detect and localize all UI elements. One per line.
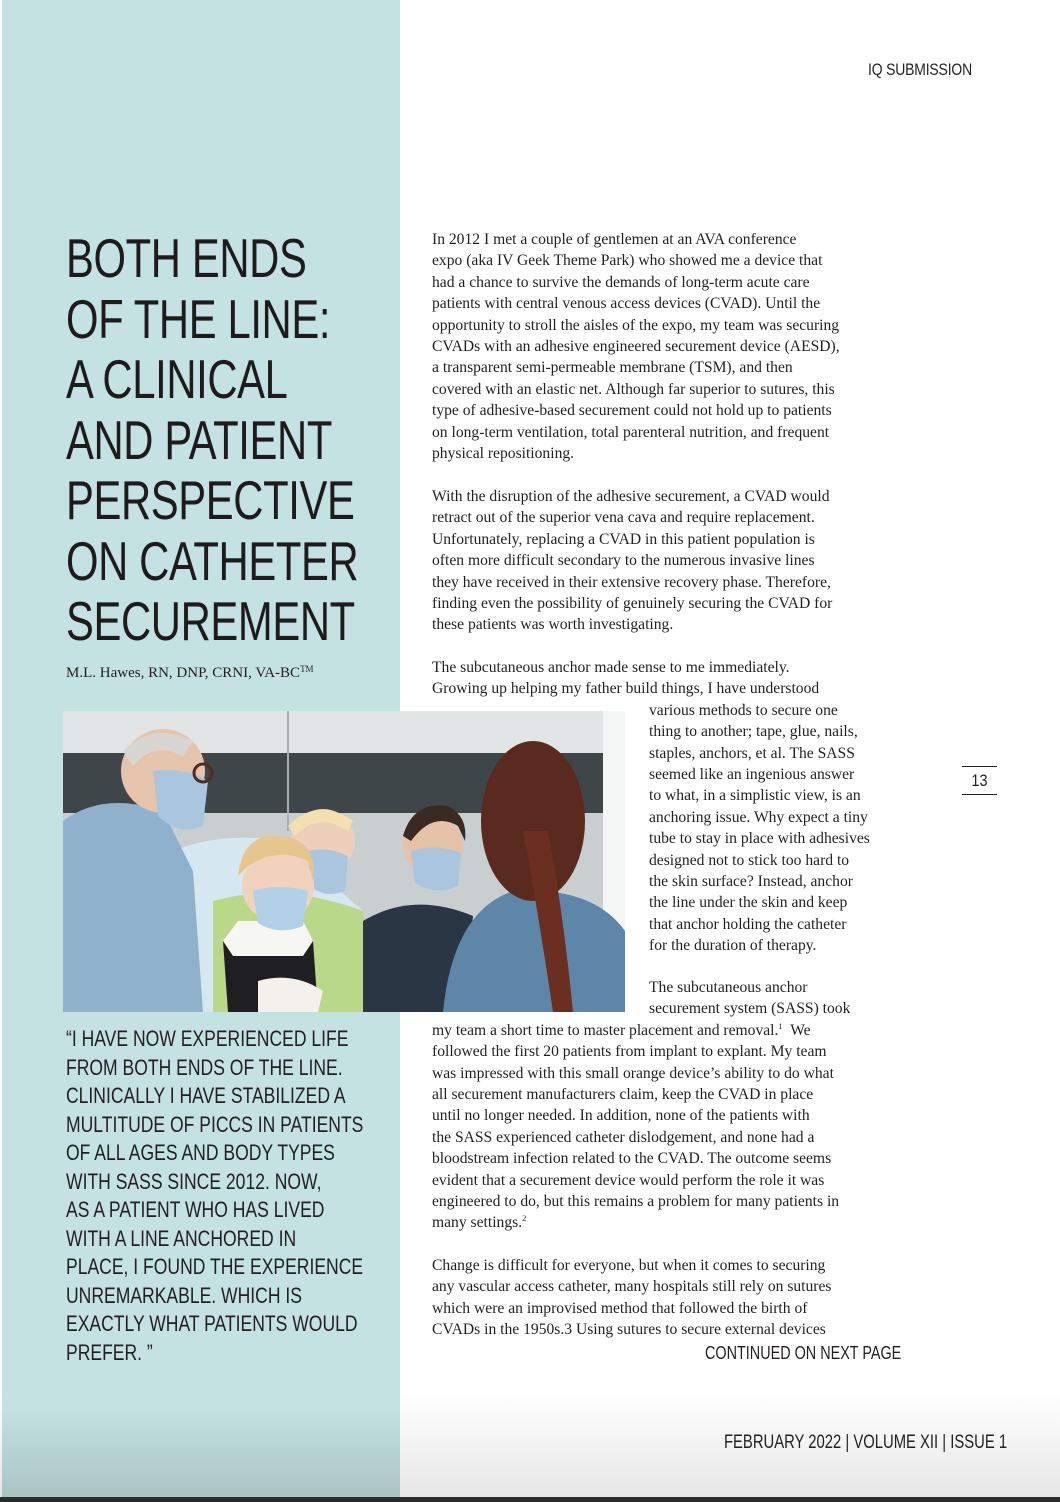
quote-line: FROM BOTH ENDS OF THE LINE. bbox=[66, 1054, 343, 1080]
text-line: had a chance to survive the demands of long-term acute care bbox=[432, 273, 810, 291]
quote-line: PREFER. ” bbox=[66, 1339, 153, 1365]
title-line: OF THE LINE: bbox=[66, 287, 331, 350]
quote-line: “I HAVE NOW EXPERIENCED LIFE bbox=[66, 1026, 349, 1051]
paragraph-5 bbox=[432, 1255, 900, 1341]
text-line: on long-term ventilation, total parenteral nutrition, and frequent bbox=[432, 423, 830, 441]
text-line: CVADs with an adhesive engineered securement device (AESD), bbox=[432, 338, 840, 356]
text-line: until no longer needed. In addition, none of the patients with bbox=[432, 1107, 810, 1125]
text-line: often more difficult secondary to the numerous invasive lines bbox=[432, 552, 815, 570]
paragraph-4 bbox=[432, 977, 900, 1234]
text-line: that anchor holding the catheter bbox=[649, 915, 847, 933]
author-name: M.L. Hawes, RN, DNP, CRNI, VA-BC bbox=[66, 665, 301, 681]
page-number-text: 13 bbox=[971, 771, 988, 790]
text-line: which were an improvised method that followed the birth of bbox=[432, 1299, 808, 1317]
text-line: The subcutaneous anchor bbox=[649, 979, 808, 996]
text-line: followed the first 20 patients from implant to explant. My team bbox=[432, 1043, 827, 1061]
text-run: my team a short time to master placement and removal. bbox=[432, 1021, 779, 1039]
paragraph-2 bbox=[432, 486, 900, 636]
quote-line: UNREMARKABLE. WHICH IS bbox=[66, 1282, 302, 1308]
text-line: evident that a securement device would perform the role it was bbox=[432, 1171, 825, 1189]
text-run: We bbox=[790, 1021, 811, 1039]
text-line bbox=[432, 1020, 900, 1041]
text-line: patients with central venous access devices (CVAD). Until the bbox=[432, 295, 821, 313]
title-line: ON CATHETER bbox=[66, 529, 359, 592]
reference-marker: 1 bbox=[778, 1020, 783, 1031]
quote-line: OF ALL AGES AND BODY TYPES bbox=[66, 1140, 335, 1165]
text-run: many settings. bbox=[432, 1214, 523, 1232]
quote-line: WITH A LINE ANCHORED IN bbox=[66, 1225, 297, 1251]
text-line: any vascular access catheter, many hospitals still rely on sutures bbox=[432, 1278, 832, 1296]
text-line: type of adhesive-based securement could not hold up to patients bbox=[432, 402, 832, 420]
quote-line: EXACTLY WHAT PATIENTS WOULD bbox=[66, 1311, 358, 1336]
text-line: opportunity to stroll the aisles of the expo, my team was securing bbox=[432, 316, 840, 334]
article-title bbox=[66, 228, 385, 652]
quote-line: PLACE, I FOUND THE EXPERIENCE bbox=[66, 1254, 364, 1279]
continued-link[interactable]: CONTINUED ON NEXT PAGE bbox=[705, 1343, 902, 1363]
text-line: Unfortunately, replacing a CVAD in this patient population is bbox=[432, 530, 815, 548]
pull-quote bbox=[66, 1025, 378, 1367]
paragraph-1 bbox=[432, 229, 900, 464]
text-line: a transparent semi-permeable membrane (TSM), and then bbox=[432, 359, 793, 377]
text-line: these patients was worth investigating. bbox=[432, 616, 674, 634]
quote-line: MULTITUDE OF PICCS IN PATIENTS bbox=[66, 1111, 364, 1137]
text-line: finding even the possibility of genuinely securing the CVAD for bbox=[432, 595, 833, 613]
text-line: In 2012 I met a couple of gentlemen at an AVA conference bbox=[432, 231, 797, 248]
text-line bbox=[432, 1212, 900, 1233]
text-line: expo (aka IV Geek Theme Park) who showed me a device that bbox=[432, 252, 823, 270]
text-line: Growing up helping my father build things, I have understood bbox=[432, 680, 820, 698]
title-line: A CLINICAL bbox=[66, 348, 288, 410]
text-line: retract out of the superior vena cava and require replacement. bbox=[432, 509, 815, 527]
text-line: Change is difficult for everyone, but when it comes to securing bbox=[432, 1257, 826, 1274]
text-line: securement system (SASS) took bbox=[649, 1000, 851, 1018]
section-label: IQ SUBMISSION bbox=[868, 60, 972, 79]
paragraph-3 bbox=[432, 657, 900, 957]
text-line: The subcutaneous anchor made sense to me immediately. bbox=[432, 659, 790, 676]
text-line: various methods to secure one bbox=[649, 701, 838, 719]
text-line: the line under the skin and keep bbox=[649, 894, 848, 912]
text-line: they have received in their extensive recovery phase. Therefore, bbox=[432, 573, 831, 591]
text-line: bloodstream infection related to the CVAD. The outcome seems bbox=[432, 1150, 832, 1168]
reference-marker: 2 bbox=[522, 1213, 527, 1224]
text-line: staples, anchors, et al. The SASS bbox=[649, 744, 855, 762]
text-line: for the duration of therapy. bbox=[649, 937, 817, 955]
text-line: tube to stay in place with adhesives bbox=[649, 830, 870, 848]
quote-line: CLINICALLY I HAVE STABILIZED A bbox=[66, 1083, 346, 1108]
text-line: designed not to stick too hard to bbox=[649, 851, 850, 869]
title-line: PERSPECTIVE bbox=[66, 469, 355, 531]
text-line: seemed like an ingenious answer bbox=[649, 766, 855, 784]
text-line: thing to another; tape, glue, nails, bbox=[649, 723, 858, 741]
text-line: CVADs in the 1950s.3 Using sutures to secure external devices bbox=[432, 1321, 826, 1339]
text-line: physical repositioning. bbox=[432, 445, 575, 463]
text-line: With the disruption of the adhesive securement, a CVAD would bbox=[432, 488, 830, 505]
page-number bbox=[962, 766, 997, 795]
text-line: the skin surface? Instead, anchor bbox=[649, 873, 853, 891]
text-line: engineered to do, but this remains a problem for many patients in bbox=[432, 1193, 840, 1211]
text-line: covered with an elastic net. Although far superior to sutures, this bbox=[432, 380, 835, 398]
text-line: the SASS experienced catheter dislodgement, and none had a bbox=[432, 1128, 815, 1146]
quote-line: WITH SASS SINCE 2012. NOW, bbox=[66, 1168, 322, 1194]
text-line: was impressed with this small orange device’s ability to do what bbox=[432, 1064, 834, 1082]
title-line: AND PATIENT bbox=[66, 408, 332, 471]
text-line: all securement manufacturers claim, keep the CVAD in place bbox=[432, 1086, 814, 1104]
author-byline bbox=[66, 664, 314, 682]
quote-line: AS A PATIENT WHO HAS LIVED bbox=[66, 1197, 325, 1222]
text-line: to what, in a simplistic view, is an bbox=[649, 787, 861, 805]
title-line: SECUREMENT bbox=[66, 590, 355, 652]
trademark-mark: TM bbox=[300, 664, 314, 674]
bottom-bar bbox=[0, 1497, 1060, 1502]
issue-info: FEBRUARY 2022 | VOLUME XII | ISSUE 1 bbox=[724, 1432, 1008, 1453]
text-line: anchoring issue. Why expect a tiny bbox=[649, 808, 868, 826]
title-line: BOTH ENDS bbox=[66, 227, 307, 289]
